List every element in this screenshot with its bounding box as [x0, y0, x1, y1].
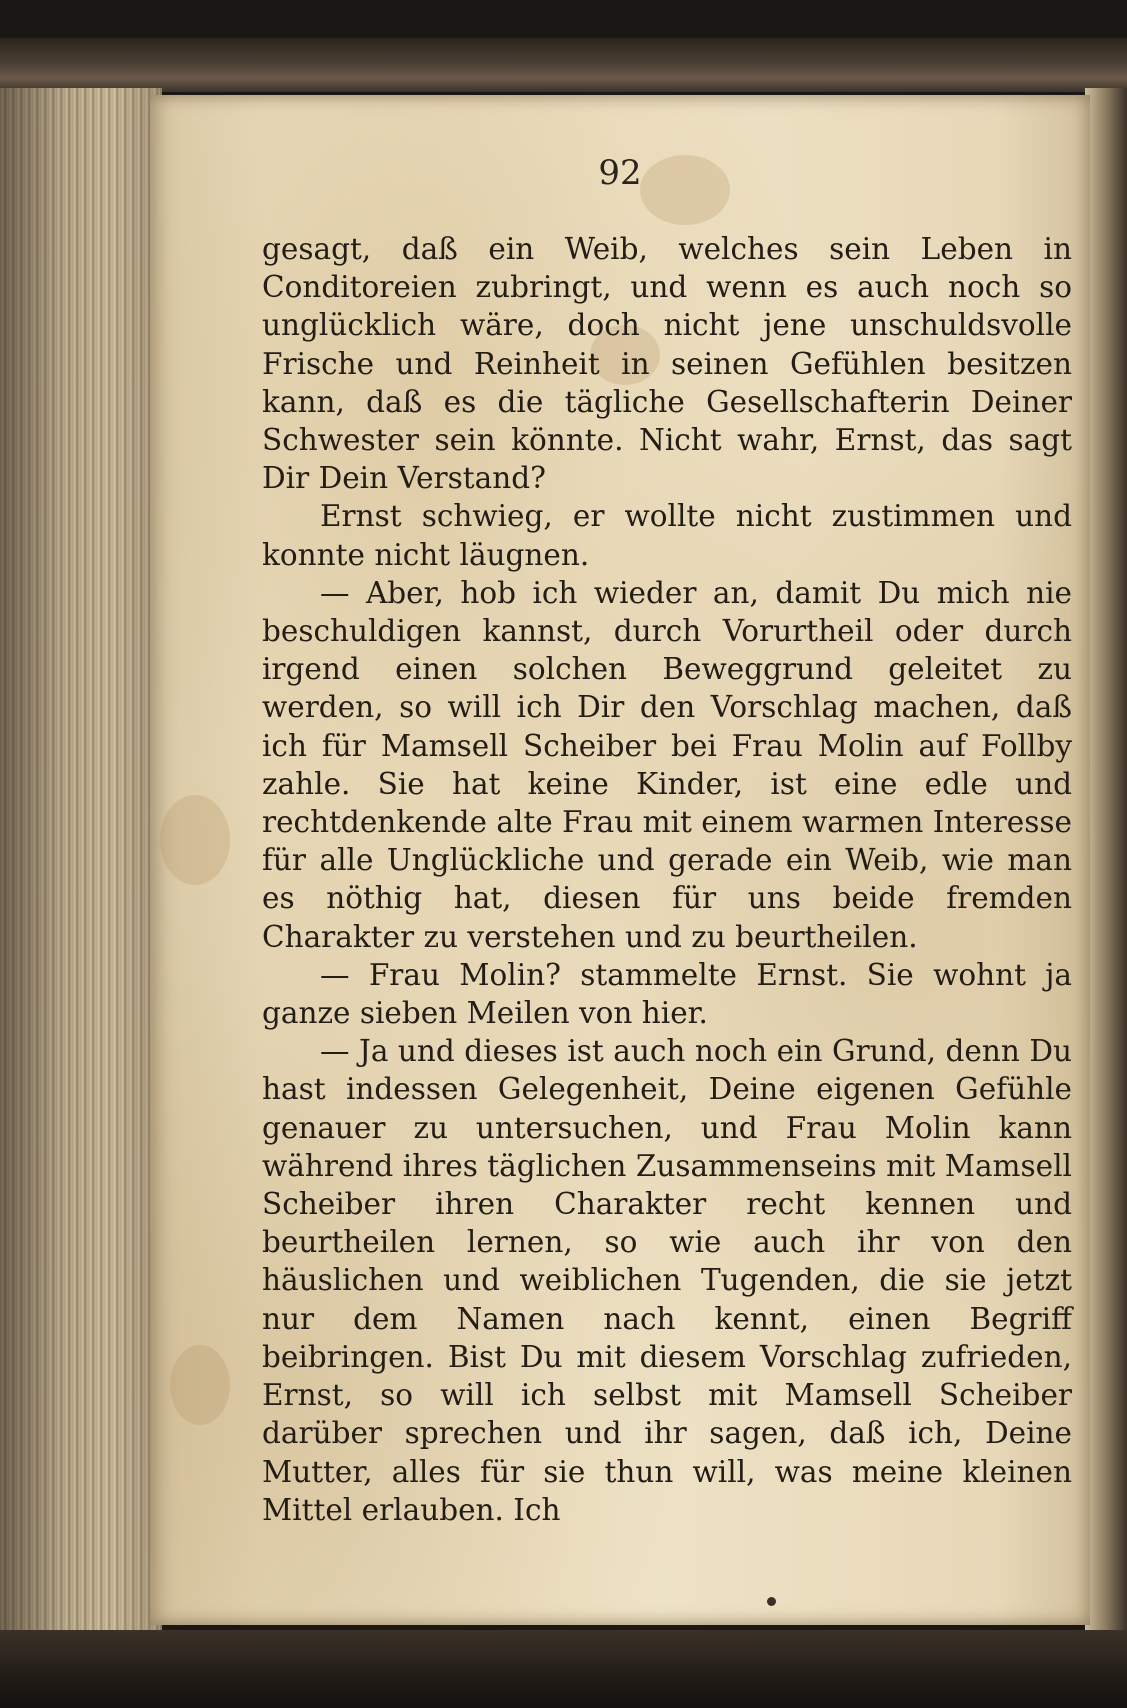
book-cover-bottom — [0, 1630, 1127, 1708]
paper-stain — [160, 795, 230, 885]
book-cover-top — [0, 38, 1127, 92]
body-text — [262, 230, 1072, 1529]
paragraph: — Ja und dieses ist auch noch ein Grund, denn Du hast indessen Gelegenheit, Deine eigenen Gefühle genauer zu untersuchen, und Frau Molin kann während ihres täglichen Zusammenseins mit Mamsell Scheiber ihren Charakter recht kennen und beurtheilen lernen, so wie auch ihr von den häuslichen und weiblichen Tugenden, die sie jetzt nur dem Namen nach kennt, einen Begriff beibringen. Bist Du mit diesem Vorschlag zufrieden, Ernst, so will ich selbst mit Mamsell Scheiber darüber sprechen und ihr sagen, daß ich, Deine Mutter, alles für sie thun will, was meine kleinen Mittel erlauben. Ich — [262, 1034, 1072, 1527]
paragraph: Ernst schwieg, er wollte nicht zustimmen und konnte nicht läugnen. — [262, 499, 1072, 572]
paper-stain — [170, 1345, 230, 1425]
book-gutter — [1085, 88, 1127, 1648]
page-edges-shadow — [0, 88, 160, 1648]
paragraph: gesagt, daß ein Weib, welches sein Leben in Conditoreien zubringt, und wenn es auch noch so unglücklich wäre, doch nicht jene unschuldsvolle Frische und Reinheit in seinen Gefühlen besitzen kann, daß es die tägliche Gesellschafterin Deiner Schwester sein könnte. Nicht wahr, Ernst, das sagt Dir Dein Verstand? — [262, 232, 1072, 496]
paragraph: — Frau Molin? stammelte Ernst. Sie wohnt ja ganze sieben Meilen von hier. — [262, 957, 1072, 1031]
paragraph: — Aber, hob ich wieder an, damit Du mich nie beschuldigen kannst, durch Vorurtheil oder durch irgend einen solchen Beweggrund geleitet zu werden, so will ich Dir den Vorschlag machen, daß ich für Mamsell Scheiber bei Frau Molin auf Follby zahle. Sie hat keine Kinder, ist eine edle und rechtdenkende alte Frau mit einem warmen Interesse für alle Unglückliche und gerade ein Weib, wie man es nöthig hat, diesen für uns beide fremden Charakter zu verstehen und zu beurtheilen. — [262, 575, 1072, 954]
page-number: 92 — [598, 153, 642, 193]
ink-dot — [767, 1597, 776, 1606]
book-page — [150, 95, 1090, 1625]
